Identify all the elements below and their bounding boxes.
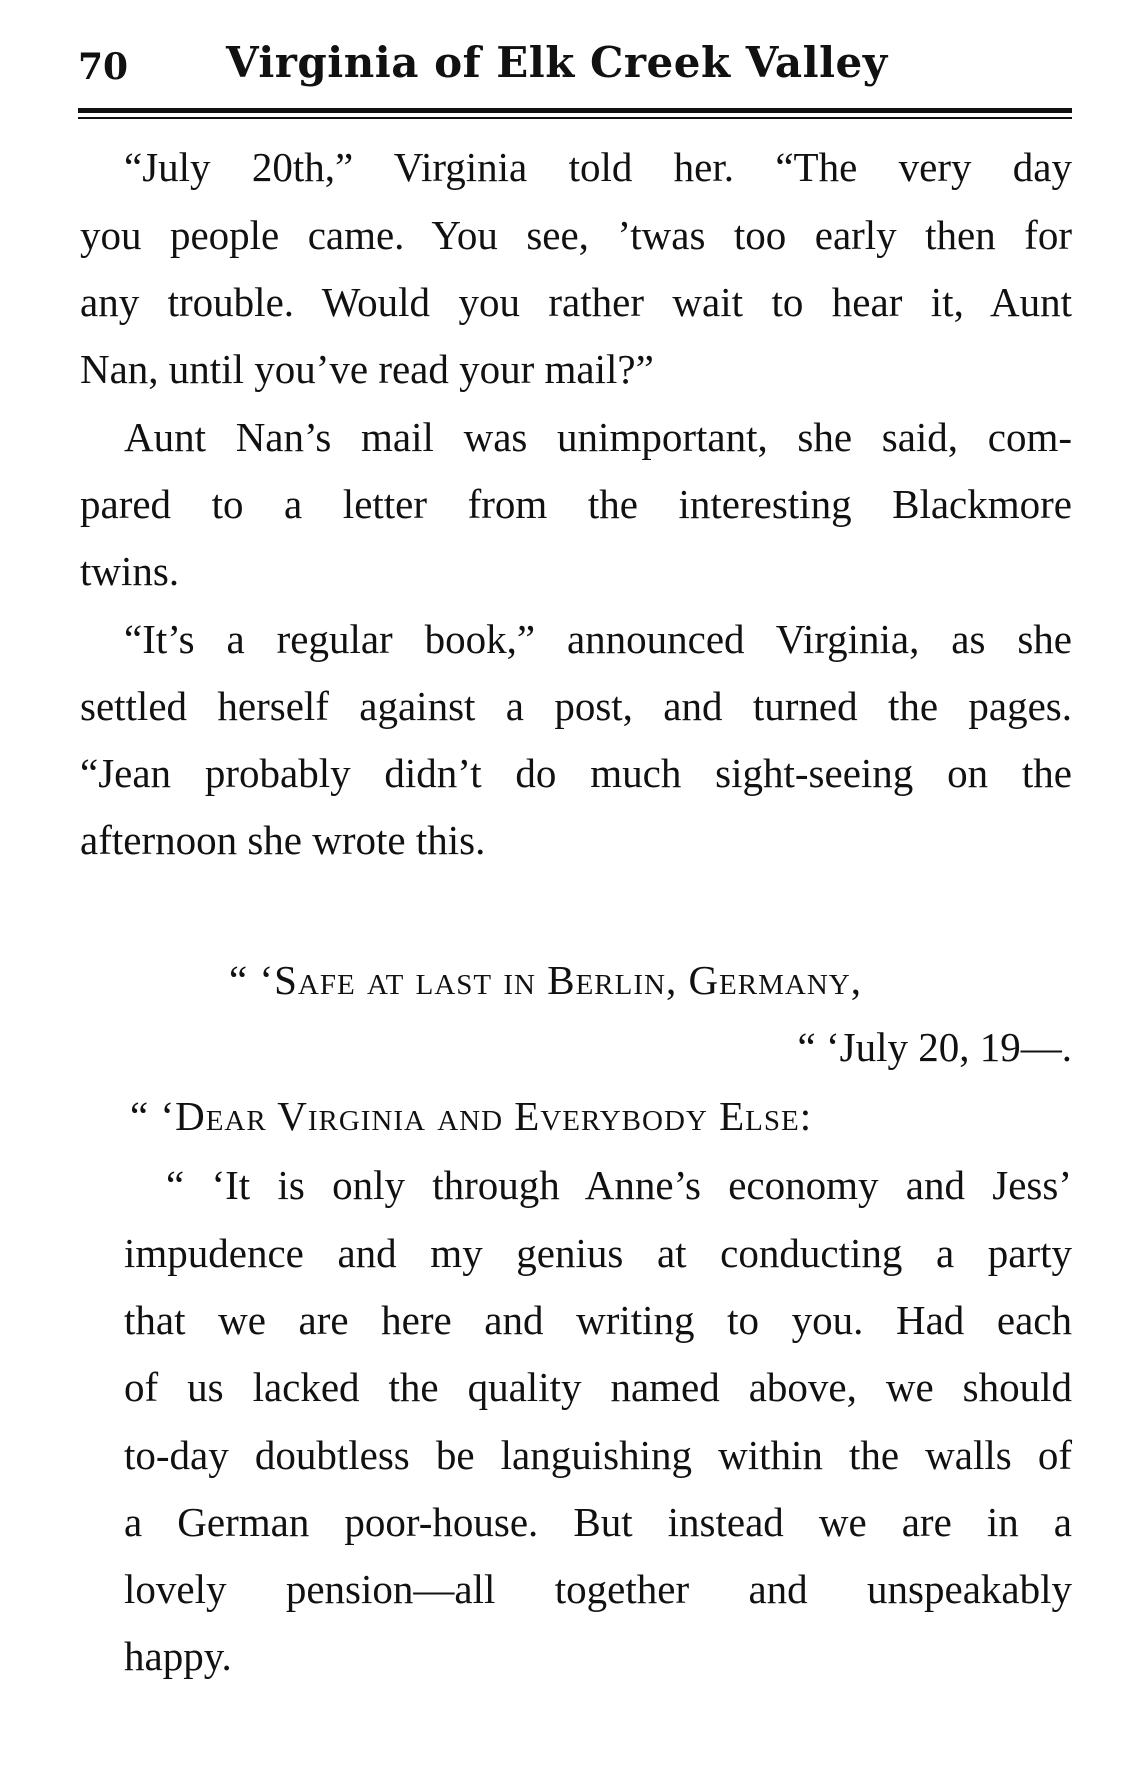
text-line: you people came. You see, ’twas too early then for	[80, 212, 1072, 258]
text-line: any trouble. Would you rather wait to hear it, Aunt	[80, 279, 1072, 325]
text-line: twins.	[80, 548, 180, 594]
letter-salutation: “ ‘Dear Virginia and Everybody Else:	[130, 1093, 813, 1139]
letter-line: to-day doubtless be languishing within the walls of	[124, 1432, 1072, 1478]
page-header	[78, 38, 1072, 98]
header-rule-thick	[78, 108, 1072, 113]
page-number: 70	[78, 46, 129, 88]
header-rule-thin	[78, 117, 1072, 119]
letter-line: happy.	[124, 1633, 232, 1679]
text-line: Nan, until you’ve read your mail?”	[80, 346, 654, 392]
text-line: settled herself against a post, and turned the pages.	[80, 683, 1072, 729]
text-line: “Jean probably didn’t do much sight-seeing on the	[80, 750, 1072, 796]
text-line: afternoon she wrote this.	[80, 817, 486, 863]
text-line: “July 20th,” Virginia told her. “The very day	[124, 144, 1072, 190]
letter-line: that we are here and writing to you. Had each	[124, 1297, 1072, 1343]
letter-date: “ ‘July 20, 19—.	[797, 1024, 1072, 1070]
letter-line: “ ‘It is only through Anne’s economy and Jess’	[166, 1162, 1072, 1208]
letter-line: a German poor-house. But instead we are in a	[124, 1499, 1072, 1545]
running-title: Virginia of Elk Creek Valley	[226, 38, 888, 87]
text-line: “It’s a regular book,” announced Virginia, as she	[124, 616, 1072, 662]
text-line: pared to a letter from the interesting Blackmore	[80, 481, 1072, 527]
letter-line: of us lacked the quality named above, we should	[124, 1364, 1072, 1410]
letter-line: lovely pension—all together and unspeakably	[124, 1566, 1072, 1612]
letter-place-heading: “ ‘Safe at last in Berlin, Germany,	[229, 957, 862, 1003]
letter-line: impudence and my genius at conducting a party	[124, 1230, 1072, 1276]
text-line: Aunt Nan’s mail was unimportant, she said, com-	[124, 414, 1072, 460]
